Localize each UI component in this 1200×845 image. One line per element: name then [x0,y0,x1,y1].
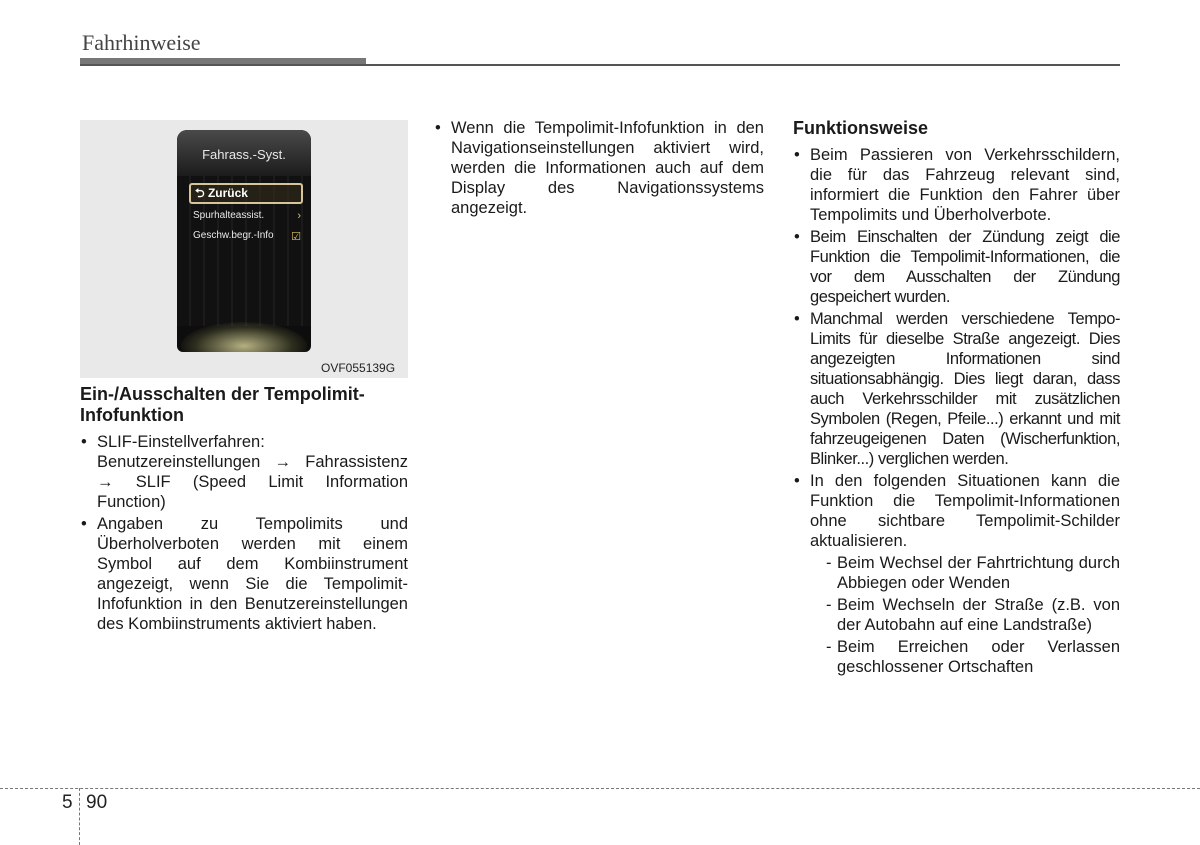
page-number: 90 [86,792,108,813]
section-heading-function: Funktionsweise [793,118,929,138]
dash-item: - Beim Wechseln der Straße (z.B. von der Autobahn auf eine Landstraße) [826,595,1120,635]
menu-item-label: Spurhalteassist. [193,210,265,221]
cluster-display [177,130,311,352]
page-header-title: Fahrhinweise [82,30,201,55]
bullet-item: • Angaben zu Tempolimits und Überholverboten werden mit einem Symbol auf dem Kombiinstrument angezeigt, wenn Sie die Tempolimit-Infofunktion in den Benutzereinstellungen des Kombiinstruments aktiviert haben. [80,514,408,634]
menu-item-speed-limit-info [193,230,301,241]
dash-item: - Beim Wechsel der Fahrtrichtung durch Abbiegen oder Wenden [826,553,1120,593]
settings-path: Benutzereinstellungen → Fahrassistenz → SLIF (Speed Limit Information Function) [97,453,408,511]
checkbox-checked-icon: ☑ [291,231,301,243]
menu-item-label: Geschw.begr.-Info [193,230,274,241]
display-glow [181,322,307,352]
bullet-intro: • SLIF-Einstellverfahren: [97,433,265,451]
bullet-item [793,471,1120,677]
bullet-item: • Wenn die Tempolimit-Infofunktion in den Navigationseinstellungen aktiviert wird, werden die Informationen auch auf dem Display des Navigationssystems angezeigt. [434,118,764,218]
column-right [793,118,1120,679]
bullet-item: • Beim Passieren von Verkehrsschildern, die für das Fahrzeug relevant sind, informiert die Funktion den Fahrer über Tempolimits und Überholverbote. [793,145,1120,225]
bullet-text: • In den folgenden Situationen kann die Funktion die Tempolimit-Informationen ohne sichtbare Tempolimit-Schilder aktualisieren. [810,472,1120,550]
chevron-right-icon: › [297,210,301,222]
figure-code: OVF055139G [321,361,396,375]
footer-divider [79,788,80,845]
header-rule [80,64,1120,66]
bullet-item [80,432,408,512]
display-title: Fahrass.-Syst. [202,147,286,162]
menu-item-lane-assist [193,210,301,221]
section-heading-toggle: Ein-/Ausschalten der Tempolimit-Infofunktion [80,384,365,425]
cluster-display-figure [80,120,408,378]
chapter-number: 5 [62,792,73,813]
bullet-item: • Manchmal werden verschiedene Tempo-Limits für dieselbe Straße angezeigt. Dies angezeigten Informationen sind situationsabhängig. Dies liegt daran, dass auch Verkehrsschilder mit zusätzlichen Symbolen (Regen, Pfeile...) erkannt und mit fahrzeugeigenen Daten (Wischerfunktion, Blinker...) verglichen werden. [793,309,1120,469]
dash-item: - Beim Erreichen oder Verlassen geschlossener Ortschaften [826,637,1120,677]
dash-list [826,553,1120,677]
column-middle [434,118,764,220]
menu-back-button: ⮌ Zurück [189,183,303,204]
footer-rule [0,788,1200,789]
bullet-item: • Beim Einschalten der Zündung zeigt die Funktion die Tempolimit-Informationen, die vor dem Ausschalten der Zündung gespeichert wurden. [793,227,1120,307]
column-left [80,384,408,636]
